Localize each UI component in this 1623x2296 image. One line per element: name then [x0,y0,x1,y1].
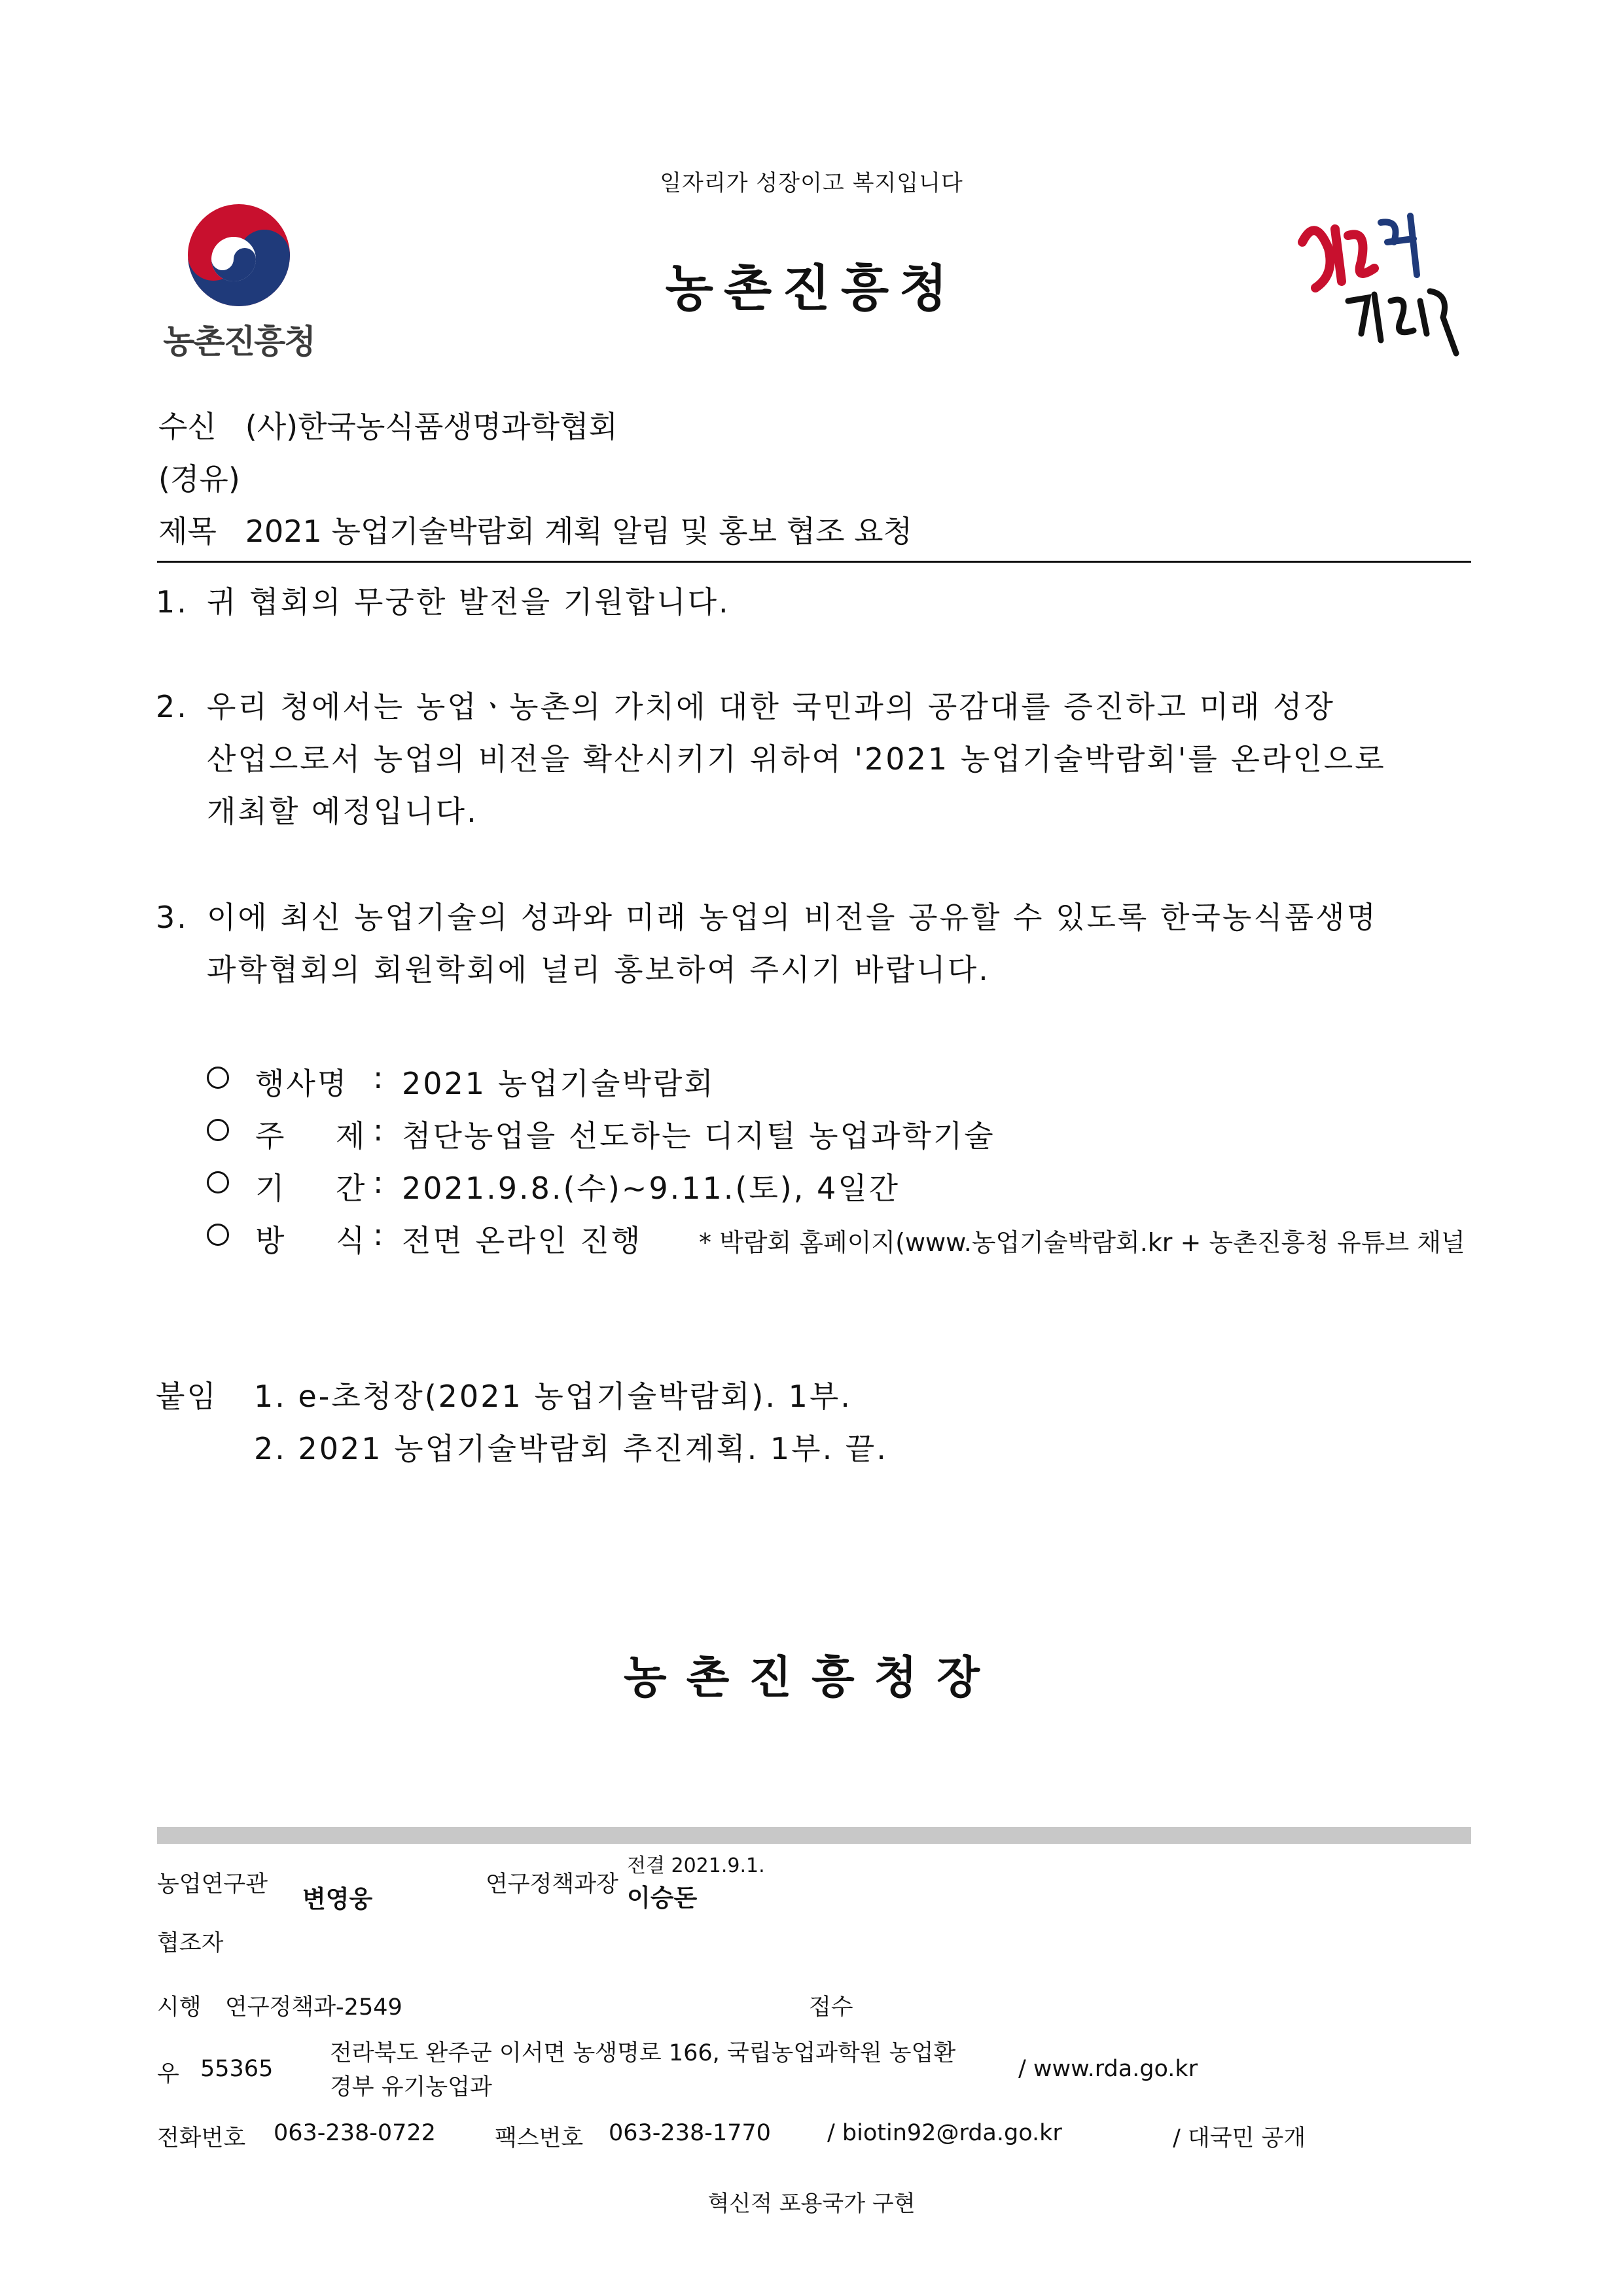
attachment-line: 2. 2021 농업기술박람회 추진계획. 1부. 끝. [254,1431,888,1466]
phone-label: 전화번호 [157,2125,246,2151]
cooperator-label: 협조자 [157,1930,224,1956]
approver-title: 연구정책과장 [486,1871,618,1898]
circle-bullet-icon [207,1171,229,1193]
email-link[interactable]: / biotin92@rda.go.kr [827,2120,1062,2146]
via-label: (경유) [158,461,240,497]
paragraph-number: 3. [156,900,188,935]
subject-value: 2021 농업기술박람회 계획 알림 및 홍보 협조 요청 [245,514,913,549]
paragraph-line: 이에 최신 농업기술의 성과와 미래 농업의 비전을 공유할 수 있도록 한국농식품생명 [207,900,1378,935]
circle-bullet-icon [207,1119,229,1141]
item-label: 기 간 [255,1171,367,1206]
approver-name: 이승돈 [627,1884,698,1912]
item-value: 2021 농업기술박람회 [402,1066,715,1101]
issuer-signature: 농촌진흥청장 [623,1652,1000,1704]
enforce-label: 시행 [157,1994,202,2021]
paragraph-number: 1. [156,584,188,620]
fax-number: 063-238-1770 [609,2120,771,2146]
circle-bullet-icon [207,1224,229,1246]
calligraphy-slogan-icon [1289,203,1472,366]
item-value: 첨단농업을 선도하는 디지털 농업과학기술 [402,1118,995,1154]
subject-line [158,508,912,551]
top-slogan: 일자리가 성장이고 복지입니다 [660,170,963,196]
item-separator: : [373,1060,385,1095]
subject-divider [157,561,1471,563]
item-label: 행사명 [255,1066,349,1101]
recipient-line [158,403,618,446]
logo-wordmark: 농촌진흥청 [163,323,315,361]
paragraph-line: 개최할 예정입니다. [207,794,478,829]
fax-label: 팩스번호 [495,2125,584,2151]
postal-label: 우 [157,2061,179,2087]
item-value: 2021.9.8.(수)∼9.11.(토), 4일간 [402,1171,901,1206]
item-separator: : [373,1165,385,1200]
address-line: 전라북도 완주군 이서면 농생명로 166, 국립농업과학원 농업환 [330,2040,956,2066]
item-label: 방 식 [255,1223,367,1258]
paragraph-line: 우리 청에서는 농업ㆍ농촌의 가치에 대한 국민과의 공감대를 증진하고 미래 성장 [207,689,1335,724]
drafter-title: 농업연구관 [157,1871,268,1898]
bottom-slogan: 혁신적 포용국가 구현 [707,2191,916,2217]
item-separator: : [373,1217,385,1252]
attachment-label: 붙임 [156,1379,218,1414]
website-link[interactable]: / www.rda.go.kr [1018,2056,1198,2082]
item-note: * 박람회 홈페이지(www.농업기술박람회.kr + 농촌진흥청 유튜브 채널 [699,1228,1465,1257]
subject-label: 제목 [158,514,217,549]
recipient-label: 수신 [158,409,217,444]
attachment-line: 1. e-초청장(2021 농업기술박람회). 1부. [254,1379,852,1414]
phone-number: 063-238-0722 [274,2120,436,2146]
footer-divider-bar [157,1827,1471,1844]
paragraph-line: 귀 협회의 무궁한 발전을 기원합니다. [207,584,730,620]
paragraph-line: 산업으로서 농업의 비전을 확산시키기 위하여 '2021 농업기술박람회'를 온라인으로 [207,741,1386,777]
organization-title: 농촌진흥청 [665,259,958,317]
item-separator: : [373,1112,385,1148]
paragraph-number: 2. [156,689,188,724]
drafter-name: 변영웅 [302,1885,373,1913]
approval-date: 전결 2021.9.1. [627,1854,765,1877]
recipient-value: (사)한국농식품생명과학협회 [245,409,618,444]
receipt-label: 접수 [809,1994,853,2021]
item-label: 주 제 [255,1118,367,1154]
disclosure-status: / 대국민 공개 [1173,2125,1306,2151]
item-value: 전면 온라인 진행 [402,1223,643,1258]
paragraph-line: 과학협회의 회원학회에 널리 홍보하여 주시기 바랍니다. [207,952,990,987]
address-line: 경부 유기농업과 [330,2074,492,2100]
enforce-value: 연구정책과-2549 [225,1994,402,2021]
postal-code: 55365 [200,2056,274,2082]
circle-bullet-icon [207,1067,229,1089]
